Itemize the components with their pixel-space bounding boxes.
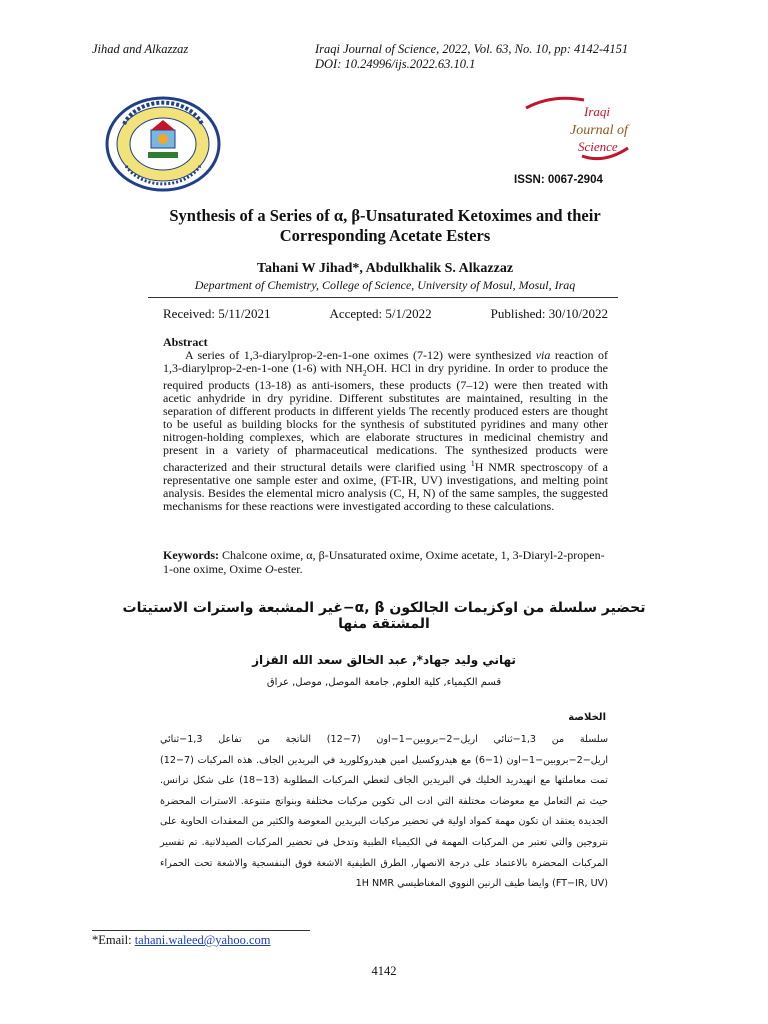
paper-title <box>120 206 650 246</box>
issn: ISSN: 0067-2904 <box>514 174 603 186</box>
journal-logo <box>522 94 632 166</box>
arabic-authors: تهاني وليد جهاد*, عبد الخالق سعد الله القزاز <box>252 653 516 667</box>
title-line-1: Synthesis of a Series of α, β-Unsaturated Ketoximes and their <box>169 206 601 225</box>
keywords-label: Keywords: <box>163 548 219 562</box>
journal-logo-word-2: Journal of <box>570 123 628 138</box>
journal-citation: Iraqi Journal of Science, 2022, Vol. 63, No. 10, pp: 4142-4151 <box>315 42 629 56</box>
footnote-rule <box>92 930 310 931</box>
published-date: Published: 30/10/2022 <box>490 306 608 321</box>
arabic-title: تحضير سلسلة من اوكزيمات الجالكون α, β−غير المشبعة واسترات الاستيتات المشتقة منها <box>122 600 646 632</box>
arabic-affiliation: قسم الكيمياء, كلية العلوم, جامعة الموصل, موصل, عراق <box>266 677 502 688</box>
running-authors: Jihad and Alkazzaz <box>92 42 189 56</box>
page-number: 4142 <box>371 964 397 978</box>
author-list: Tahani W Jihad*, Abdulkhalik S. Alkazzaz <box>256 261 514 276</box>
abstract-heading: Abstract <box>163 335 208 349</box>
title-line-2: Corresponding Acetate Esters <box>279 226 491 245</box>
dates-row <box>163 306 608 322</box>
corresponding-email: *Email: tahani.waleed@yahoo.com <box>92 933 271 947</box>
email-link[interactable]: tahani.waleed@yahoo.com <box>134 933 271 947</box>
arabic-abstract-heading: الخلاصة <box>568 712 606 723</box>
abstract-body: A series of 1,3-diarylprop-2-en-1-one oximes (7-12) were synthesized via reaction of 1,3-diarylprop-2-en-1-one (1-6) with $NH_2OH$. HCl in dry pyridine. In order to produce the required products (13-18) as anti-isomers, these products (7–12) were then treated with acetic anhydride in dry pyridine. Different substitutes are maintained, resulting in the separation of different products in different yields The recently produced esters are thought to be useful as building blocks for the synthesis of substituted pyridines and many other nitrogen-holding complexes, which are elaborate structures in medicinal chemistry and present in a variety of pharmaceutical medications. The synthesized products were characterized and their structural details were clarified using $^1$H NMR spectroscopy of a representative one sample ester and oxime, (FT-IR, UV) investigations, and melting point analysis. Besides the elemental micro analysis (C, H, N) of the same samples, the suggested mechanisms for these reactions were investigated according to these calculations. <box>163 348 609 514</box>
divider <box>148 297 618 298</box>
journal-logo-word-1: Iraqi <box>584 104 610 119</box>
journal-logo-word-3: Science <box>578 139 618 154</box>
university-seal-logo <box>104 96 222 192</box>
affiliation: Department of Chemistry, College of Science, University of Mosul, Mosul, Iraq <box>194 278 576 292</box>
doi: DOI: 10.24996/ijs.2022.63.10.1 <box>315 57 476 71</box>
accepted-date: Accepted: 5/1/2022 <box>329 306 432 321</box>
keywords: Keywords: Chalcone oxime, α, β-Unsaturated oxime, Oxime acetate, 1, 3-Diaryl-2-propen-1-one oxime, Oxime O-ester. <box>163 548 605 576</box>
arabic-abstract-body: سلسلة من 1,3−ثنائي اريل−2−بروبين−1−اون (7−12) الناتجة من تفاعل 1,3−ثنائي اريل−2−بروبين−1−اون (1−6) مع هيدروكسيل امين هيدروكلوريد في البريدين الجاف. هذه المركبات (7−12) تمت معاملتها مع انهيدريد الخليك في البريدين الجاف لتعطي المركبات المطلوبة (13−18) على شكل ترانس. حيث تم التعامل مع معوضات مختلفة التي ادت الى تكوين مركبات مختلفة وبنواتج متنوعة. الاسترات المحضرة الجديدة يعتقد ان تكون مهمة كمواد اولية في تحضير مركبات البريدين المعوضة والكثير من المعقدات الحاوية على نتروجين والتي تعتبر من المركبات المهمة في الكيمياء الطبية وتدخل في تحضير المركبات الصيدلانية. تم تفسير المركبات المحضرة بالاعتماد على درجة الانصهار, الطرق الطيفية الاشعة فوق البنفسجية والاشعة تحت الحمراء (FT−IR, UV) وايضا طيف الرنين النووي المغناطيسي 1H NMR <box>160 734 609 890</box>
received-date: Received: 5/11/2021 <box>163 306 271 321</box>
